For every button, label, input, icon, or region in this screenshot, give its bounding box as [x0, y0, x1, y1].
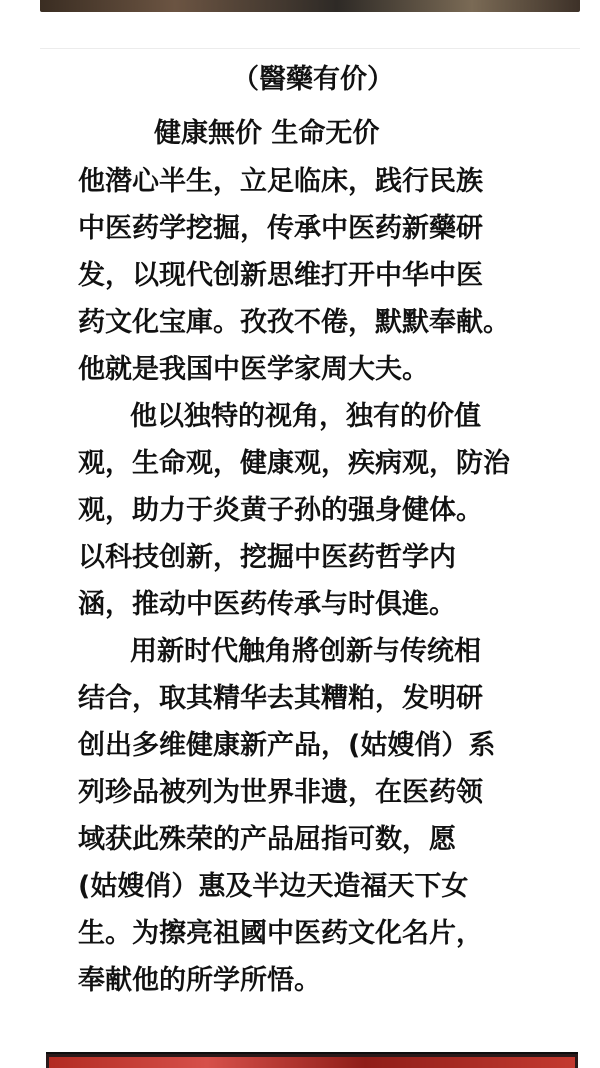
bottom-photo-content [49, 1057, 575, 1068]
top-photo-edge [40, 0, 580, 12]
paragraph-line: 生。为擦亮祖國中医药文化名片， [78, 918, 483, 949]
article-body [78, 56, 548, 1004]
paragraph-line: 中医药学挖掘，传承中医药新藥研 [78, 213, 483, 244]
paragraph-line: (姑嫂俏）惠及半边天造福天下女 [78, 871, 469, 902]
paragraph-line: 创出多维健康新产品，(姑嫂俏）系 [78, 730, 496, 761]
paragraph-line: 药文化宝庫。孜孜不倦，默默奉献。 [78, 307, 510, 338]
paragraph-line: 涵，推动中医药传承与时俱進。 [78, 589, 456, 620]
paragraph-line: 发，以现代创新思维打开中华中医 [78, 260, 483, 291]
paragraph-line: 域获此殊荣的产品屈指可数，愿 [78, 824, 456, 855]
paragraph-line: 列珍品被列为世界非遗，在医药领 [78, 777, 483, 808]
paragraph-line: 观，助力于炎黄子孙的强身健体。 [78, 495, 483, 526]
paragraph-line: 奉献他的所学所悟。 [78, 965, 321, 996]
article-subtitle: 健康無价 生命无价 [154, 118, 380, 149]
paragraph-line: 结合，取其精华去其糟粕，发明研 [78, 683, 483, 714]
paragraph-line: 以科技创新，挖掘中医药哲学内 [78, 542, 456, 573]
paragraph-line: 他以独特的视角，独有的价值 [130, 401, 481, 432]
article-title: （醫藥有价） [232, 64, 394, 95]
paragraph-line: 用新时代触角將创新与传统相 [130, 636, 481, 667]
paragraph-line: 观，生命观，健康观，疾病观，防治 [78, 448, 510, 479]
paragraph-line: 他就是我国中医学家周大夫。 [78, 354, 429, 385]
section-divider [40, 48, 580, 49]
paragraph-line: 他潜心半生，立足临床，践行民族 [78, 166, 483, 197]
